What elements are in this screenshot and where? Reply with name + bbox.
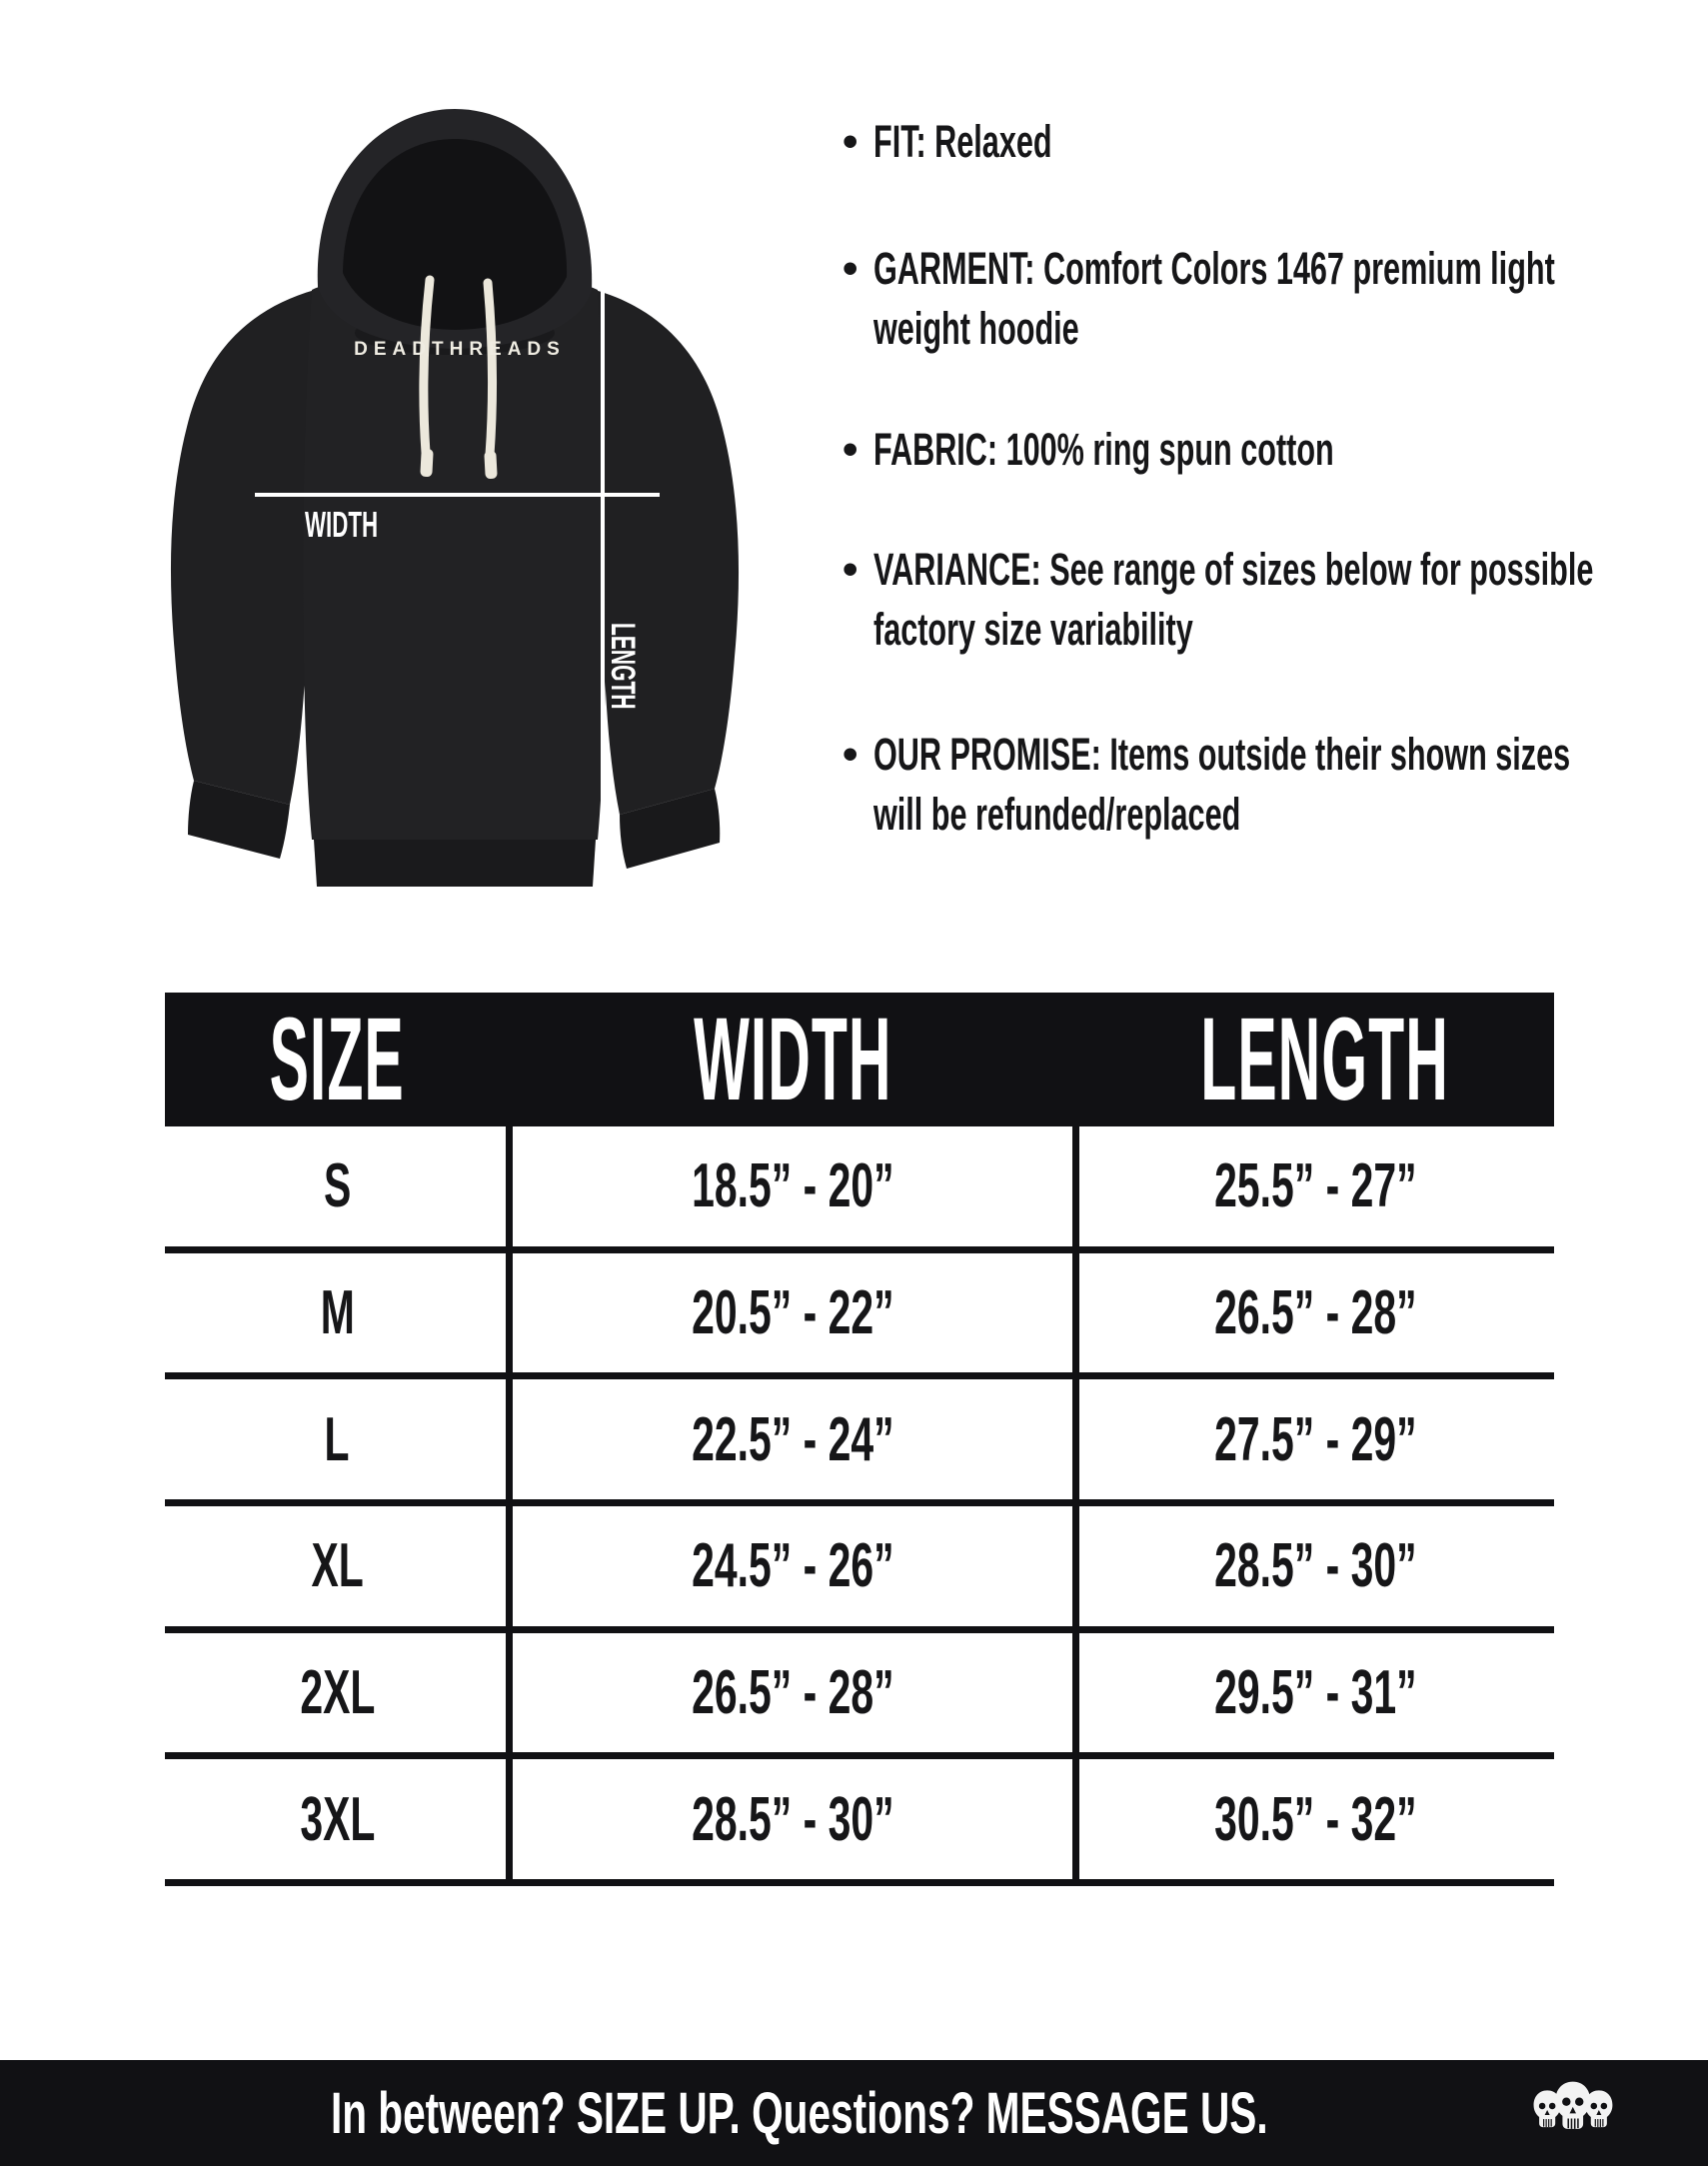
column-divider bbox=[1072, 1126, 1079, 1886]
header-label: LENGTH bbox=[1200, 994, 1449, 1125]
header-cell-size bbox=[165, 992, 510, 1127]
bullet-icon: • bbox=[843, 545, 858, 594]
hoodie-diagram bbox=[130, 95, 780, 905]
hoodie-right-sleeve bbox=[595, 290, 739, 815]
size-cell: L bbox=[324, 1404, 350, 1474]
width-cell: 24.5” - 26” bbox=[692, 1531, 894, 1601]
drawstring-right-aglet bbox=[484, 451, 497, 480]
table-row-2xl bbox=[165, 1633, 1554, 1760]
table-row-l bbox=[165, 1379, 1554, 1506]
footer-message: In between? SIZE UP. Questions? MESSAGE US. bbox=[330, 2080, 1268, 2146]
length-cell: 28.5” - 30” bbox=[1213, 1531, 1417, 1601]
detail-item-garment bbox=[843, 239, 1708, 359]
length-cell: 27.5” - 29” bbox=[1213, 1404, 1417, 1474]
detail-text: GARMENT: Comfort Colors 1467 premium light bbox=[873, 243, 1556, 294]
width-cell: 28.5” - 30” bbox=[692, 1784, 894, 1854]
hoodie-hem bbox=[314, 840, 596, 887]
hoodie-illustration bbox=[130, 95, 780, 905]
header-label: WIDTH bbox=[694, 994, 892, 1125]
size-cell: S bbox=[323, 1151, 352, 1221]
hoodie-left-sleeve bbox=[171, 290, 315, 805]
bullet-icon: • bbox=[843, 117, 858, 166]
width-measure-label: WIDTH bbox=[305, 505, 379, 546]
table-row-m bbox=[165, 1253, 1554, 1380]
size-cell: 2XL bbox=[299, 1657, 375, 1727]
bullet-icon: • bbox=[843, 425, 858, 474]
detail-text: factory size variability bbox=[873, 604, 1194, 655]
header-label: SIZE bbox=[269, 994, 405, 1125]
length-measure-label: LENGTH bbox=[604, 623, 644, 710]
length-cell: 25.5” - 27” bbox=[1213, 1151, 1417, 1221]
drawstring-left-aglet bbox=[420, 449, 433, 478]
bullet-icon: • bbox=[843, 730, 858, 779]
three-skulls-logo-icon bbox=[1532, 2079, 1614, 2147]
bullet-icon: • bbox=[843, 244, 858, 293]
detail-text: FIT: Relaxed bbox=[873, 116, 1052, 167]
table-row-s bbox=[165, 1126, 1554, 1253]
width-cell: 22.5” - 24” bbox=[692, 1404, 894, 1474]
size-cell: 3XL bbox=[299, 1784, 375, 1854]
brand-logo-text: DEADTHREADS bbox=[354, 339, 566, 360]
detail-text: FABRIC: 100% ring spun cotton bbox=[873, 424, 1335, 475]
detail-item-fabric bbox=[843, 420, 1551, 480]
footer-bar bbox=[0, 2060, 1708, 2166]
detail-text: OUR PROMISE: Items outside their shown sizes bbox=[873, 729, 1571, 780]
column-divider bbox=[506, 1126, 513, 1886]
size-table-header bbox=[165, 993, 1554, 1126]
detail-text: weight hoodie bbox=[873, 303, 1080, 354]
length-cell: 29.5” - 31” bbox=[1213, 1657, 1417, 1727]
length-cell: 26.5” - 28” bbox=[1213, 1277, 1417, 1347]
drawstring-right bbox=[488, 283, 492, 455]
header-cell-width bbox=[510, 992, 1076, 1127]
table-row-3xl bbox=[165, 1759, 1554, 1886]
width-cell: 18.5” - 20” bbox=[692, 1151, 894, 1221]
width-cell: 20.5” - 22” bbox=[692, 1277, 894, 1347]
detail-item-variance bbox=[843, 540, 1708, 660]
size-cell: XL bbox=[311, 1531, 364, 1601]
size-table bbox=[165, 993, 1554, 1886]
size-table-body bbox=[165, 1126, 1554, 1886]
detail-text: VARIANCE: See range of sizes below for possible bbox=[873, 544, 1594, 595]
detail-text: will be refunded/replaced bbox=[873, 789, 1241, 840]
size-cell: M bbox=[320, 1277, 355, 1347]
header-cell-length bbox=[1076, 992, 1554, 1127]
length-cell: 30.5” - 32” bbox=[1213, 1784, 1417, 1854]
table-row-xl bbox=[165, 1506, 1554, 1633]
detail-item-promise bbox=[843, 725, 1708, 845]
width-cell: 26.5” - 28” bbox=[692, 1657, 894, 1727]
detail-item-fit bbox=[843, 112, 1136, 172]
